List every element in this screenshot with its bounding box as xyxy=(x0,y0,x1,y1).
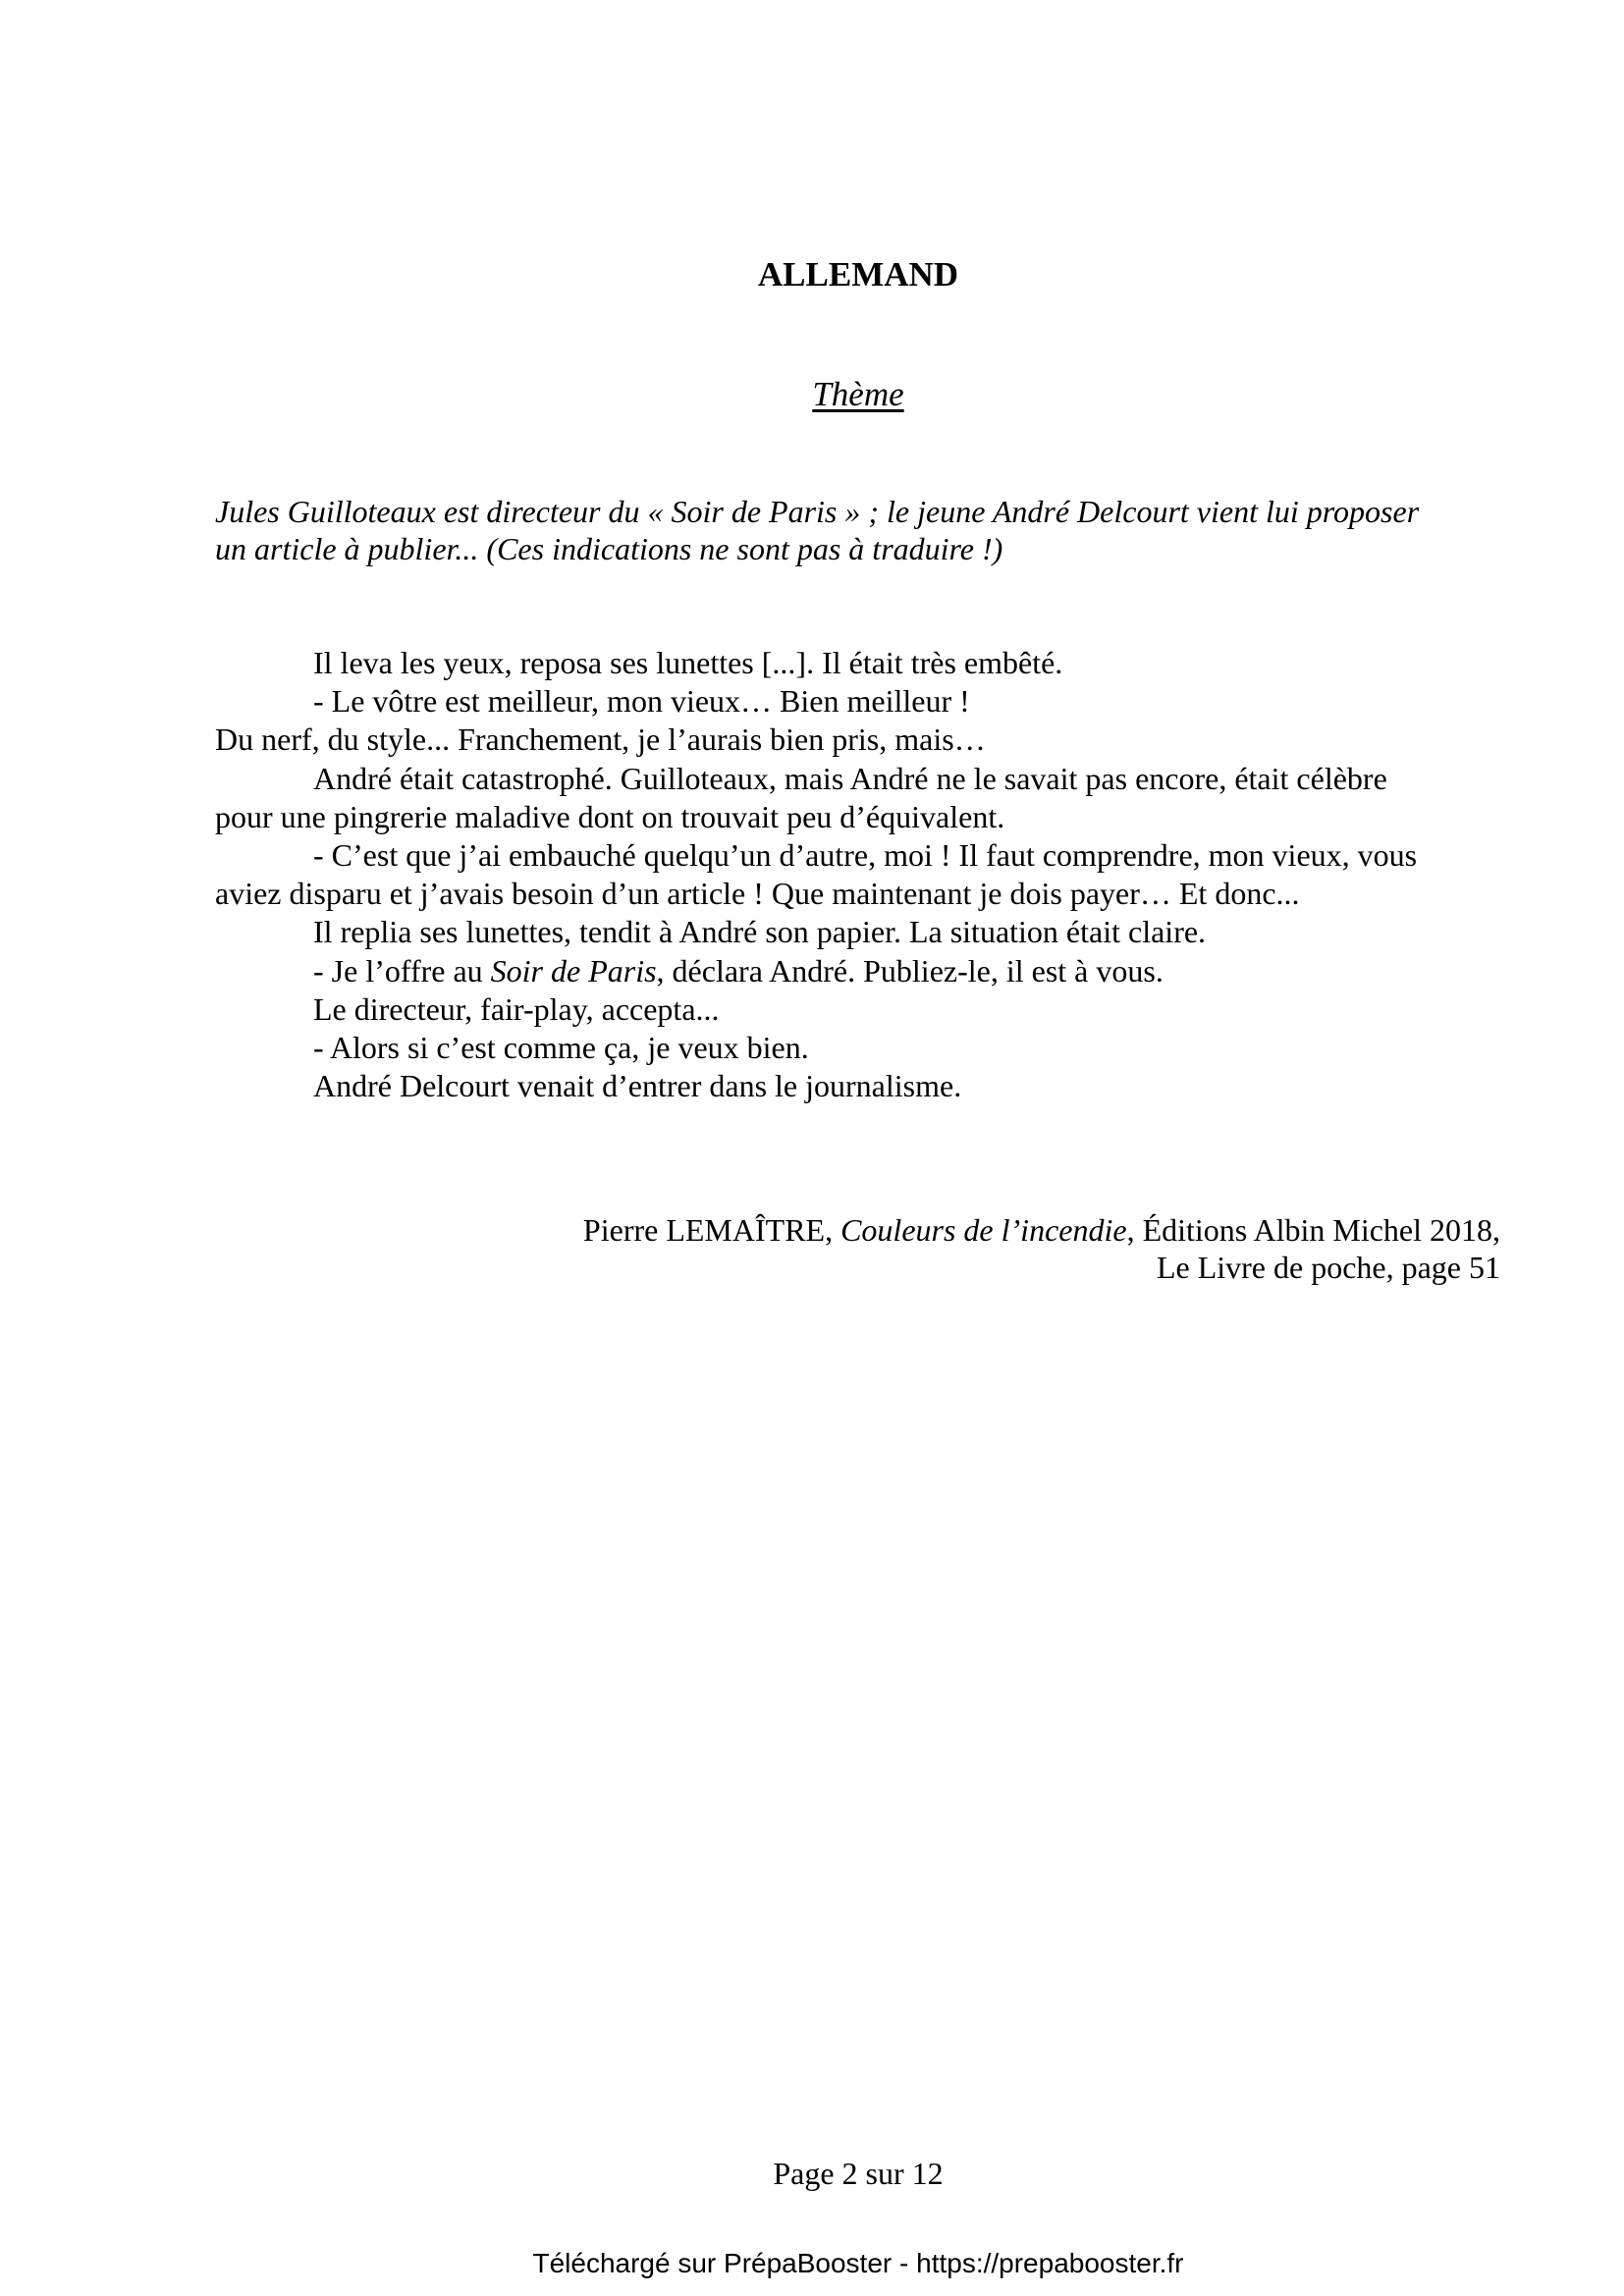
citation-line: Le Livre de poche, page 51 xyxy=(1156,1250,1500,1285)
paragraph: - Le vôtre est meilleur, mon vieux… Bien meilleur ! xyxy=(313,683,970,720)
paragraph: André était catastrophé. Guilloteaux, mais André ne le savait pas encore, était célèbre xyxy=(313,760,1387,796)
paragraph: Il replia ses lunettes, tendit à André son papier. La situation était claire. xyxy=(313,914,1207,950)
newspaper-title: Soir de Paris xyxy=(490,952,657,988)
passage-text xyxy=(215,644,1511,1105)
text-run: , déclara André. Publiez-le, il est à vous. xyxy=(656,952,1164,988)
paragraph: - Alors si c’est comme ça, je veux bien. xyxy=(313,1030,809,1066)
paragraph xyxy=(215,952,1511,990)
citation-publisher: , Éditions Albin Michel 2018, xyxy=(1126,1212,1500,1248)
document-title: ALLEMAND xyxy=(757,255,959,294)
section-subtitle: Thème xyxy=(812,375,904,413)
paragraph: aviez disparu et j’avais besoin d’un article ! Que maintenant je dois payer… Et donc... xyxy=(215,876,1300,912)
paragraph: André Delcourt venait d’entrer dans le journalisme. xyxy=(313,1068,962,1104)
paragraph: Le directeur, fair-play, accepta... xyxy=(313,990,720,1027)
paragraph: pour une pingrerie maladive dont on trouvait peu d’équivalent. xyxy=(215,798,1005,834)
download-footer: Téléchargé sur PrépaBooster - https://prepabooster.fr xyxy=(532,2248,1184,2278)
intro-instructions xyxy=(215,493,1521,567)
intro-line: un article à publier... (Ces indications ne sont pas à traduire !) xyxy=(215,531,1003,566)
intro-line: Jules Guilloteaux est directeur du « Soir de Paris » ; le jeune André Delcourt vient lui proposer xyxy=(215,494,1420,529)
text-run: - Je l’offre au xyxy=(313,952,491,988)
paragraph: Il leva les yeux, reposa ses lunettes [...]. Il était très embêté. xyxy=(313,645,1063,680)
citation-work: Couleurs de l’incendie xyxy=(840,1212,1127,1248)
page-number: Page 2 sur 12 xyxy=(773,2156,944,2191)
paragraph: Du nerf, du style... Franchement, je l’aurais bien pris, mais… xyxy=(215,721,986,758)
paragraph: - C’est que j’ai embauché quelqu’un d’autre, moi ! Il faut comprendre, mon vieux, vous xyxy=(313,837,1418,874)
source-citation xyxy=(583,1211,1500,1286)
citation-line xyxy=(583,1211,1500,1249)
citation-author: Pierre LEMAÎTRE, xyxy=(582,1212,841,1248)
